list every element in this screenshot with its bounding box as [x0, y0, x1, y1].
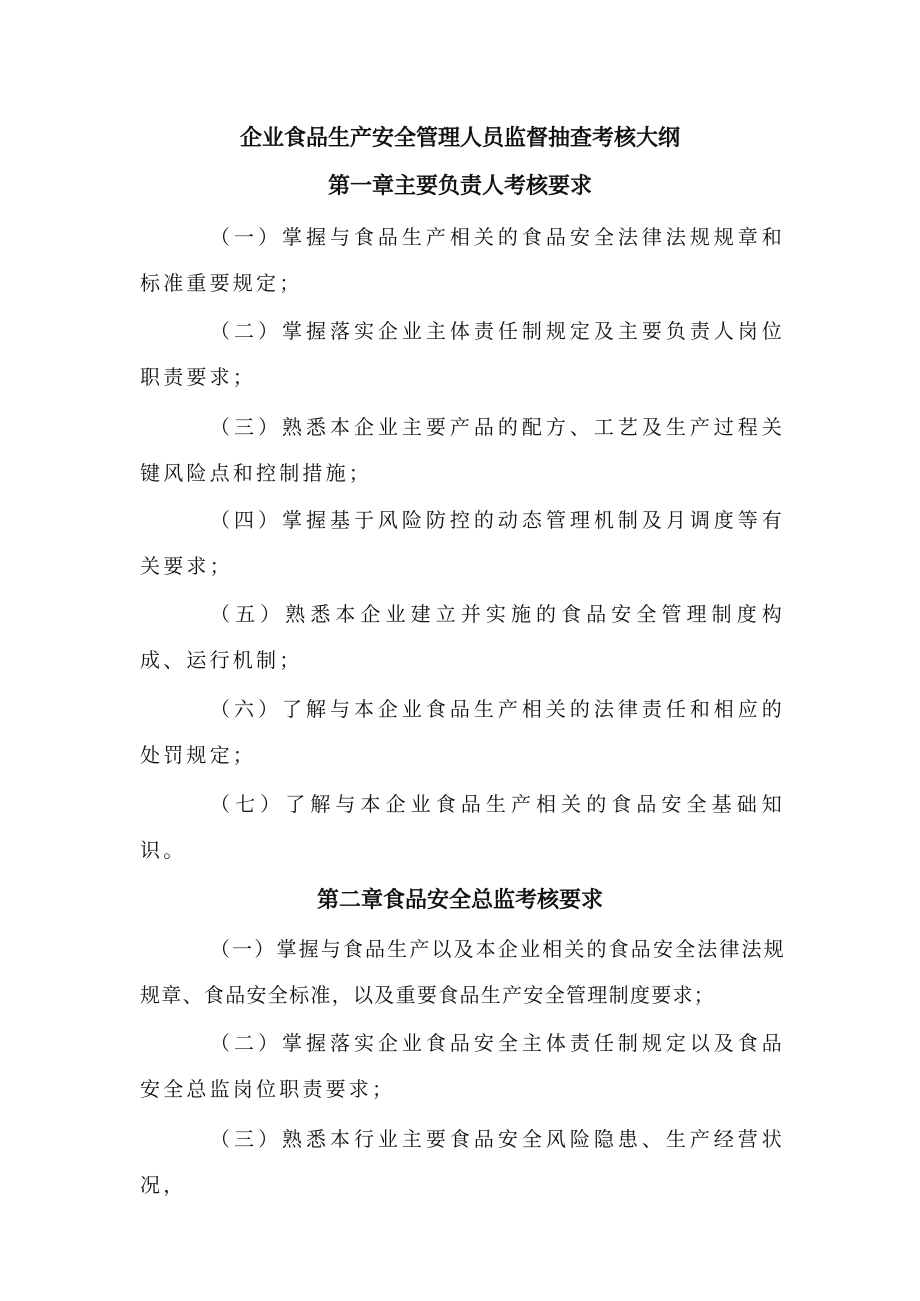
chapter-1-title: 第一章主要负责人考核要求 — [327, 174, 592, 199]
chapter-2-item-2: （二）掌握落实企业食品安全主体责任制规定以及食品安全总监岗位职责要求； — [140, 1031, 785, 1101]
chapter-1-item-2: （二）掌握落实企业主体责任制规定及主要负责人岗位职责要求； — [140, 319, 785, 389]
chapter-1-item-6: （六）了解与本企业食品生产相关的法律责任和相应的处罚规定； — [140, 697, 785, 767]
chapter-1-item-5: （五）熟悉本企业建立并实施的食品安全管理制度构成、运行机制； — [140, 602, 785, 672]
chapter-1-item-4: （四）掌握基于风险防控的动态管理机制及月调度等有关要求； — [140, 508, 785, 578]
chapter-2-item-1: （一）掌握与食品生产以及本企业相关的食品安全法律法规规章、食品安全标准，以及重要食品生产安全管理制度要求； — [140, 937, 785, 1007]
document-title: 企业食品生产安全管理人员监督抽查考核大纲 — [239, 126, 680, 151]
chapter-1-item-3: （三）熟悉本企业主要产品的配方、工艺及生产过程关键风险点和控制措施； — [140, 415, 785, 485]
chapter-1-item-1: （一）掌握与食品生产相关的食品安全法律法规规章和标准重要规定； — [140, 225, 785, 295]
chapter-2-item-3: （三）熟悉本行业主要食品安全风险隐患、生产经营状况， — [140, 1127, 785, 1197]
chapter-2-title: 第二章食品安全总监考核要求 — [316, 888, 603, 913]
chapter-1-item-7: （七）了解与本企业食品生产相关的食品安全基础知识。 — [140, 792, 785, 862]
